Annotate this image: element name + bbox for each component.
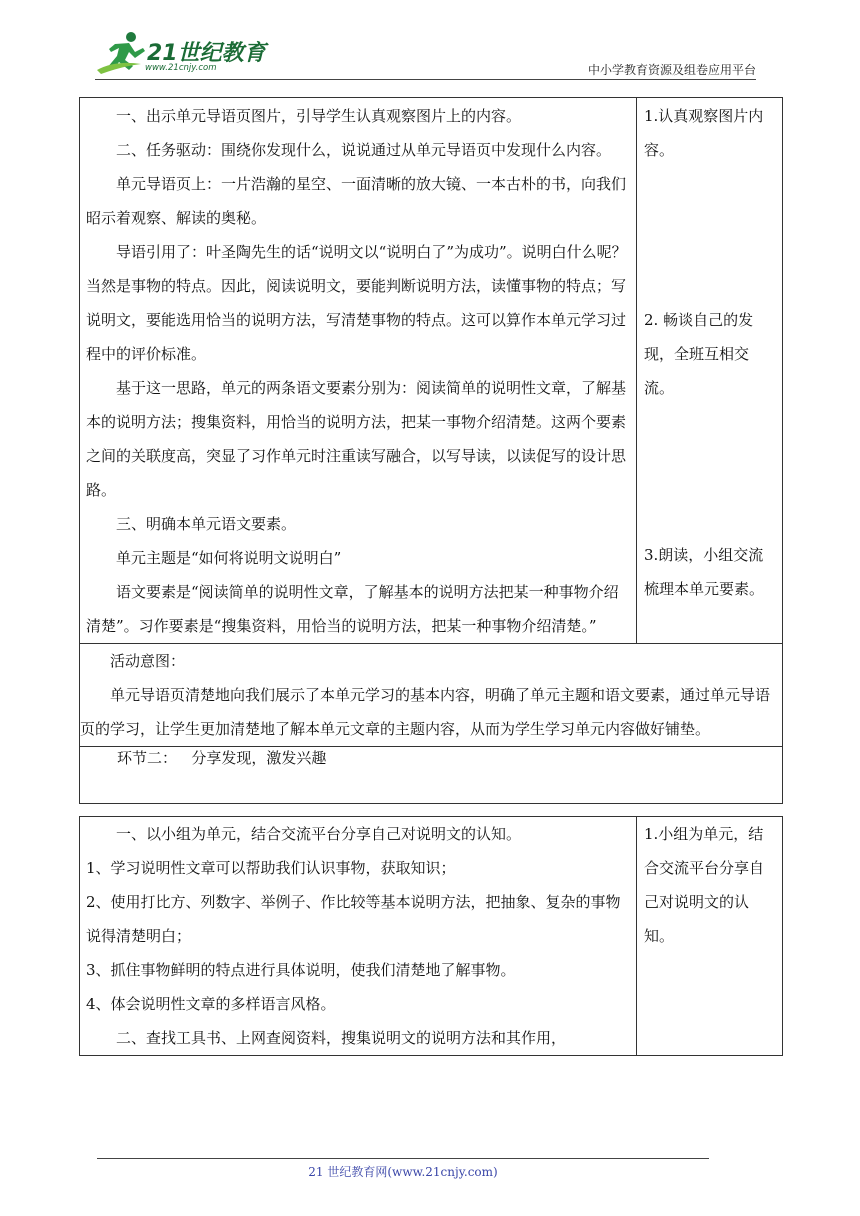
stage-heading — [80, 747, 782, 768]
footer-source[interactable]: 21 世纪教育网(www.21cnjy.com) — [308, 1165, 498, 1179]
stage-title: 分享发现，激发兴趣 — [191, 749, 327, 767]
student-activity-text: 1.认真观察图片内容。 — [644, 107, 764, 159]
logo-wordmark: 21世纪教育 — [147, 41, 266, 66]
stage-label: 环节二： — [117, 749, 178, 767]
list-item: 3、抓住事物鲜明的特点进行具体说明，使我们清楚地了解事物。 — [86, 961, 516, 979]
page-header — [0, 0, 860, 80]
paragraph: 基于这一思路，单元的两条语文要素分别为：阅读简单的说明性文章，了解基本的说明方法；搜集资料，用恰当的说明方法，把某一事物介绍清楚。这两个要素之间的关联度高，突显了习作单元时注重读写融合，以写导读，以读促写的设计思路。 — [86, 379, 627, 499]
intent-title: 活动意图： — [110, 652, 186, 670]
paragraph: 单元导语页上：一片浩瀚的星空、一面清晰的放大镜、一本古朴的书，向我们昭示着观察、解读的奥秘。 — [86, 175, 627, 227]
header-divider — [95, 79, 756, 80]
lesson-table — [79, 97, 783, 1056]
student-activity-text: 3.朗读，小组交流梳理本单元要素。 — [644, 546, 765, 598]
paragraph: 二、任务驱动：围绕你发现什么，说说通过从单元导语页中发现什么内容。 — [116, 141, 612, 159]
activity-cell — [80, 817, 637, 1056]
platform-tagline: 中小学教育资源及组卷应用平台 — [587, 63, 756, 77]
paragraph: 二、查找工具书、上网查阅资料，搜集说明文的说明方法和其作用， — [116, 1029, 567, 1047]
paragraph: 单元主题是“如何将说明文说明白” — [116, 549, 342, 567]
site-logo[interactable] — [95, 30, 265, 76]
logo-url: www.21cnjy.com — [145, 63, 217, 73]
activity-cell — [80, 98, 637, 644]
intent-body: 单元导语页清楚地向我们展示了本单元学习的基本内容，明确了单元主题和语文要素，通过单元导语页的学习，让学生更加清楚地了解本单元文章的主题内容，从而为学生学习单元内容做好铺垫。 — [80, 686, 771, 738]
student-activity-text: 1.小组为单元，结合交流平台分享自己对说明文的认知。 — [644, 825, 765, 945]
intent-cell — [80, 644, 783, 747]
list-item: 4、体会说明性文章的多样语言风格。 — [86, 995, 336, 1013]
paragraph: 一、出示单元导语页图片，引导学生认真观察图片上的内容。 — [116, 107, 522, 125]
table-row — [80, 98, 783, 644]
paragraph: 语文要素是“阅读简单的说明性文章，了解基本的说明方法把某一种事物介绍清楚”。习作要素是“搜集资料，用恰当的说明方法，把某一种事物介绍清楚。” — [86, 583, 619, 635]
paragraph: 三、明确本单元语文要素。 — [116, 515, 297, 533]
list-item: 1、学习说明性文章可以帮助我们认识事物，获取知识； — [86, 859, 456, 877]
table-row — [80, 804, 783, 817]
table-row — [80, 817, 783, 1056]
footer-divider — [97, 1158, 709, 1159]
paragraph: 导语引用了：叶圣陶先生的话“说明文以“说明白了”为成功”。说明白什么呢？当然是事物的特点。因此，阅读说明文，要能判断说明方法，读懂事物的特点；写说明文，要能选用恰当的说明方法，写清楚事物的特点。这可以算作本单元学习过程中的评价标准。 — [86, 243, 627, 363]
student-activity-text: 2. 畅谈自己的发现，全班互相交流。 — [644, 311, 754, 397]
list-item: 2、使用打比方、列数字、举例子、作比较等基本说明方法，把抽象、复杂的事物说得清楚明白； — [86, 893, 621, 945]
stage-cell — [80, 747, 783, 804]
table-row — [80, 644, 783, 747]
table-row — [80, 747, 783, 804]
student-activity-cell — [637, 817, 783, 1056]
paragraph: 一、以小组为单元，结合交流平台分享自己对说明文的认知。 — [116, 825, 522, 843]
page-break-gap — [80, 804, 783, 817]
student-activity-cell — [637, 98, 783, 644]
